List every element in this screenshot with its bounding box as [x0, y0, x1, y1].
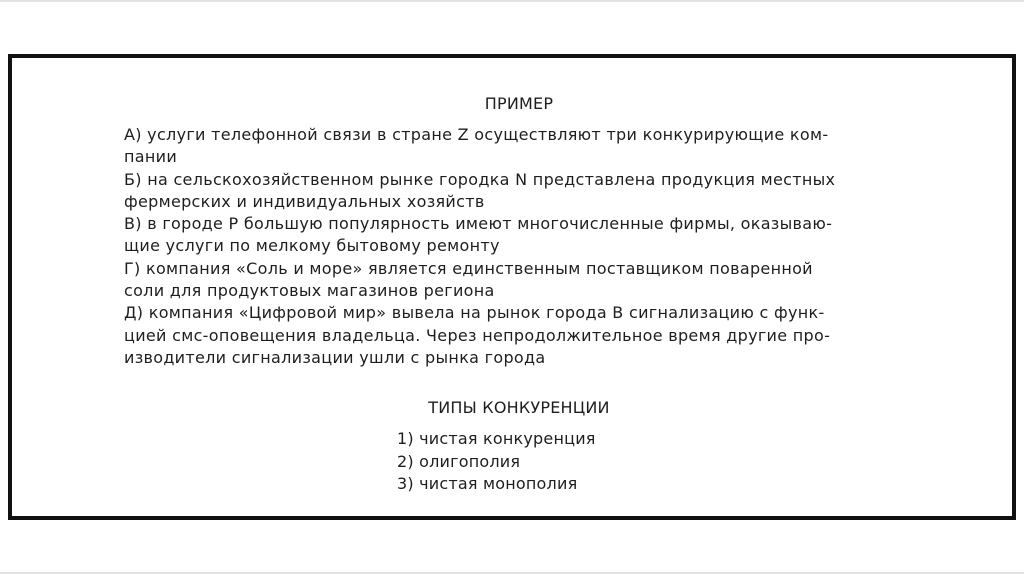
slide-frame: [8, 54, 1016, 520]
example-line: цией смс-оповещения владельца. Через непродолжительное время другие про-: [124, 325, 831, 345]
example-heading: ПРИМЕР: [484, 94, 554, 113]
example-line: пании: [124, 147, 178, 167]
competition-type-item: 3) чистая монополия: [397, 474, 578, 493]
example-line: соли для продуктовых магазинов региона: [124, 281, 495, 301]
example-line: Г) компания «Соль и море» является единственным поставщиком поваренной: [124, 258, 813, 278]
example-line: Б) на сельскохозяйственном рынке городка N представлена продукция местных: [124, 169, 836, 189]
example-list: [124, 124, 914, 369]
example-line: фермерских и индивидуальных хозяйств: [124, 191, 485, 211]
competition-type-item: 1) чистая конкуренция: [397, 429, 596, 448]
competition-type-item: 2) олигополия: [397, 451, 521, 471]
example-line: В) в городе Р большую популярность имеют многочисленные фирмы, оказываю-: [124, 214, 833, 234]
competition-types-list: [397, 428, 697, 496]
example-line: А) услуги телефонной связи в стране Z осуществляют три конкурирующие ком-: [124, 125, 829, 144]
example-line: щие услуги по мелкому бытовому ремонту: [124, 236, 500, 256]
example-line: Д) компания «Цифровой мир» вывела на рынок города В сигнализацию с функ-: [124, 303, 825, 323]
top-divider: [0, 0, 1024, 2]
example-line: изводители сигнализации ушли с рынка города: [124, 347, 546, 367]
competition-types-heading: ТИПЫ КОНКУРЕНЦИИ: [428, 398, 610, 417]
